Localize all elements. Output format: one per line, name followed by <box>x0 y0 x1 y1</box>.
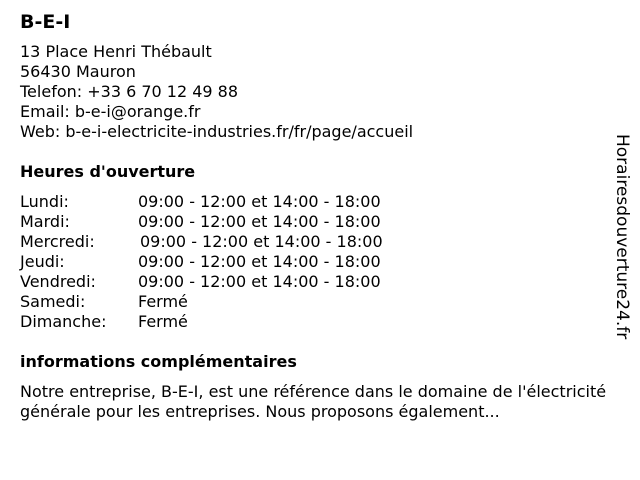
website-line: Web: b-e-i-electricite-industries.fr/fr/page/accueil <box>20 122 414 141</box>
day-label: Dimanche: <box>20 312 107 331</box>
day-hours: 09:00 - 12:00 et 14:00 - 18:00 <box>138 192 381 211</box>
day-hours: Fermé <box>138 292 188 311</box>
hours-row-wednesday <box>20 232 610 252</box>
day-label: Mardi: <box>20 212 70 231</box>
opening-hours-table <box>20 192 610 332</box>
phone-line: Telefon: +33 6 70 12 49 88 <box>20 82 239 101</box>
address-block <box>20 42 610 142</box>
hours-row-monday <box>20 192 610 212</box>
business-name: B-E-I <box>20 11 71 33</box>
day-label: Mercredi: <box>20 232 95 251</box>
business-description: Notre entreprise, B-E-I, est une référence dans le domaine de l'électricité générale pour les entreprises. Nous proposons également... <box>20 382 607 421</box>
site-watermark: Horairesdouverture24.fr <box>612 134 632 340</box>
hours-row-sunday <box>20 312 610 332</box>
address-street: 13 Place Henri Thébault <box>20 42 212 61</box>
day-hours: 09:00 - 12:00 et 14:00 - 18:00 <box>138 272 381 291</box>
day-label: Vendredi: <box>20 272 96 291</box>
additional-info-heading: informations complémentaires <box>20 352 297 371</box>
day-label: Jeudi: <box>20 252 65 271</box>
hours-row-tuesday <box>20 212 610 232</box>
business-card <box>20 8 610 422</box>
hours-row-saturday <box>20 292 610 312</box>
day-label: Samedi: <box>20 292 86 311</box>
day-hours: Fermé <box>138 312 188 331</box>
opening-hours-heading: Heures d'ouverture <box>20 162 196 181</box>
hours-row-thursday <box>20 252 610 272</box>
day-hours: 09:00 - 12:00 et 14:00 - 18:00 <box>138 212 381 231</box>
address-city: 56430 Mauron <box>20 62 136 81</box>
hours-row-friday <box>20 272 610 292</box>
day-hours: 09:00 - 12:00 et 14:00 - 18:00 <box>138 252 381 271</box>
day-hours: 09:00 - 12:00 et 14:00 - 18:00 <box>140 232 383 251</box>
email-line: Email: b-e-i@orange.fr <box>20 102 201 121</box>
day-label: Lundi: <box>20 192 69 211</box>
